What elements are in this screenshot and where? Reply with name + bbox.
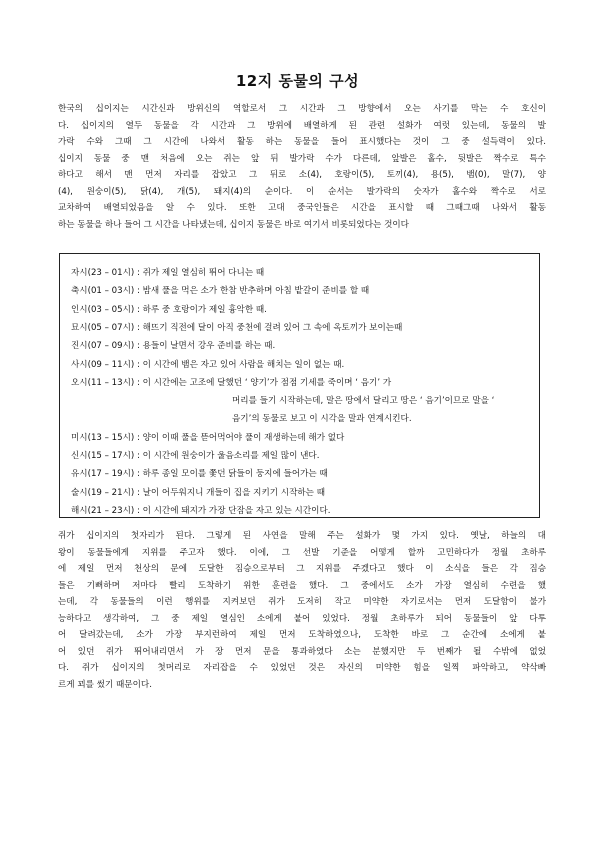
page-title: 12지 동물의 구성 [235, 72, 360, 90]
outro-line: 는데, 각 동물들의 이런 행위를 지켜보던 쥐가 도저히 작고 미약한 자기로서는 먼저 도달함이 불가 [58, 597, 546, 607]
hour-row: 사시(09 – 11시) : 이 시간에 뱀은 자고 있어 사람을 해치는 일이 없는 때. [71, 359, 345, 370]
outro-paragraph [58, 528, 546, 693]
outro-line: 왕이 동물들에게 지위를 주고자 했다. 이에, 그 선발 기준을 어떻게 할까 고민하다가 정월 초하루 [58, 547, 546, 558]
hour-row: 진시(07 – 09시) : 용들이 날면서 강우 준비를 하는 때. [71, 341, 276, 352]
hour-row-continuation: 머리를 들기 시작하는데, 말은 땅에서 달리고 땅은 ‘ 음기’이므로 말을 ‘ [232, 396, 495, 407]
intro-line: 하다고 해서 맨 먼저 자리를 잡았고 그 뒤로 소(4), 호랑이(5), 토끼(4), 용(5), 뱀(0), 말(7), 양 [58, 170, 546, 180]
intro-line: 십이지 동물 중 맨 처음에 오는 쥐는 앞 뒤 발가락 수가 다른데, 앞발은 홀수, 뒷발은 짝수로 특수 [58, 153, 546, 164]
outro-line: 르게 꾀를 썼기 때문이다. [58, 679, 152, 690]
outro-line: 다. 쥐가 십이지의 첫머리로 자리잡을 수 있었던 것은 자신의 미약한 힘을 일찍 파악하고, 약삭빠 [58, 663, 546, 673]
intro-line: 하는 동물을 하나 들어 그 시간을 나타냈는데, 십이지 동물은 바로 여기서 비롯되었다는 것이다 [58, 219, 409, 230]
hour-row: 술시(19 – 21시) : 날이 어두워지니 개들이 집을 지키기 시작하는 때 [71, 487, 326, 498]
intro-line: (4), 원숭이(5), 닭(4), 개(5), 돼지(4)의 순이다. 이 순서는 발가락의 숫자가 홀수와 짝수로 서로 [58, 186, 546, 197]
intro-paragraph [58, 101, 546, 233]
intro-line: 교차하여 배열되었음을 알 수 있다. 또한 고대 중국인들은 시간을 표시할 때 그때그때 나와서 활동 [58, 203, 546, 213]
outro-line: 능하다고 생각하여, 그 중 제일 열심인 소에게 붙어 있었다. 정월 초하루가 되어 동물들이 앞 다투 [58, 613, 546, 624]
hour-row: 오시(11 – 13시) : 이 시간에는 고조에 달했던 ‘ 양기’가 점점 기세를 죽이며 ‘ 음기’ 가 [71, 377, 392, 388]
outro-line: 들은 기뻐하며 저마다 빨리 도착하기 위한 훈련을 했다. 그 중에서도 소가 가장 열심히 수련을 했 [58, 580, 546, 591]
outro-line: 쥐가 십이지의 첫자리가 된다. 그렇게 된 사연을 말해 주는 설화가 몇 가지 있다. 옛날, 하늘의 대 [58, 531, 546, 541]
hour-row: 신시(15 – 17시) : 이 시간에 원숭이가 울음소리를 제일 많이 낸다. [71, 451, 320, 461]
hour-row-continuation: 음기’의 동물로 보고 이 시각을 말과 연계시킨다. [232, 414, 412, 425]
hour-row: 인시(03 – 05시) : 하루 중 호랑이가 제일 흉악한 때. [71, 304, 267, 315]
hour-row: 해시(21 – 23시) : 이 시간에 돼지가 가장 단잠을 자고 있는 시간이다. [71, 505, 331, 516]
hour-row: 유시(17 – 19시) : 하루 종일 모이를 쫓던 닭들이 둥지에 들어가는 때 [71, 469, 328, 480]
intro-line: 다. 십이지의 열두 동물을 각 시간과 그 방위에 배열하게 된 관련 설화가 여럿 있는데, 동물의 발 [58, 120, 546, 131]
outro-line: 어 있던 쥐가 뛰어내리면서 가 장 먼저 문을 통과하였다 소는 분했지만 두 번째가 될 수밖에 없었 [58, 646, 546, 657]
hour-table-box [59, 253, 540, 518]
intro-line: 한국의 십이지는 시간신과 방위신의 역할로서 그 시간과 그 방향에서 오는 사기를 막는 수 호신이 [58, 104, 546, 114]
outro-line: 에 제일 먼저 천상의 문에 도달한 짐승으로부터 그 지위를 주겠다고 했다 이 소식을 들은 각 짐승 [58, 564, 546, 574]
hour-row: 자시(23 – 01시) : 쥐가 제일 열심히 뛰어 다니는 때 [71, 268, 265, 278]
intro-line: 가락 수와 그때 그 시간에 나와서 활동 하는 동물을 들어 표시했다는 것이 그 중 설득력이 있다. [58, 137, 546, 147]
hour-row: 미시(13 – 15시) : 양이 이때 풀을 뜯어먹어야 풀이 재생하는데 해가 없다 [71, 432, 345, 443]
hour-row: 축시(01 – 03시) : 밤새 풀을 먹은 소가 한참 반추하며 아침 밭갈이 준비를 할 때 [71, 286, 370, 297]
hour-row: 묘시(05 – 07시) : 해뜨기 직전에 달이 아직 중천에 걸려 있어 그 속에 옥토끼가 보이는때 [71, 322, 403, 333]
outro-line: 어 달려갔는데, 소가 가장 부지런하여 제일 먼저 도착하였으나, 도착한 바로 그 순간에 소에게 붙 [58, 630, 546, 640]
